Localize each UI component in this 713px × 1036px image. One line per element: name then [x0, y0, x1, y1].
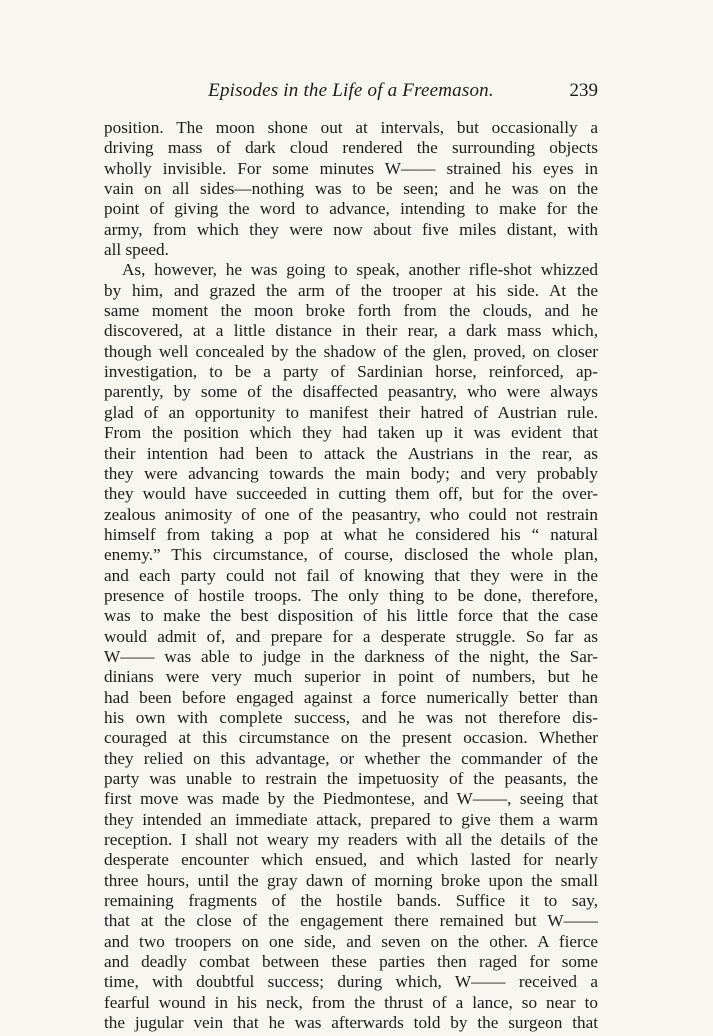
- text-line: himself from taking a pop at what he considered his “ natural: [104, 524, 598, 544]
- text-line: fearful wound in his neck, from the thrust of a lance, so near to: [104, 992, 598, 1012]
- text-line: and each party could not fail of knowing that they were in the: [104, 565, 598, 585]
- text-line: they relied on this advantage, or whether the commander of the: [104, 748, 598, 768]
- text-line: would admit of, and prepare for a desperate struggle. So far as: [104, 626, 598, 646]
- text-line: As, however, he was going to speak, another rifle-shot whizzed: [122, 260, 598, 280]
- text-line: W—— was able to judge in the darkness of the night, the Sar-: [104, 646, 598, 666]
- text-line: vain on all sides—nothing was to be seen; and he was on the: [104, 179, 598, 199]
- text-line: driving mass of dark cloud rendered the surrounding objects: [104, 138, 598, 158]
- text-line: enemy.” This circumstance, of course, disclosed the whole plan,: [104, 545, 598, 565]
- text-line: and two troopers on one side, and seven on the other. A fierce: [104, 931, 598, 951]
- text-line: first move was made by the Piedmontese, and W——, seeing that: [104, 789, 598, 809]
- text-line: investigation, to be a party of Sardinian horse, reinforced, ap-: [104, 362, 598, 382]
- text-line: presence of hostile troops. The only thing to be done, therefore,: [104, 585, 598, 605]
- text-line: had been before engaged against a force numerically better than: [104, 687, 598, 707]
- text-line: zealous animosity of one of the peasantry, who could not restrain: [104, 504, 598, 524]
- text-line: all speed.: [104, 240, 169, 260]
- text-line: point of giving the word to advance, intending to make for the: [104, 199, 598, 219]
- text-line: and deadly combat between these parties then raged for some: [104, 952, 598, 972]
- text-line: desperate encounter which ensued, and which lasted for nearly: [104, 850, 598, 870]
- text-line: army, from which they were now about five miles distant, with: [104, 219, 598, 239]
- text-line: time, with doubtful success; during which, W—— received a: [104, 972, 598, 992]
- text-line: though well concealed by the shadow of the glen, proved, on closer: [104, 341, 598, 361]
- text-line: From the position which they had taken up it was evident that: [104, 423, 598, 443]
- running-title: Episodes in the Life of a Freemason.: [208, 80, 494, 101]
- text-line: reception. I shall not weary my readers with all the details of the: [104, 830, 598, 850]
- text-line: party was unable to restrain the impetuosity of the peasants, the: [104, 769, 598, 788]
- text-line: parently, by some of the disaffected peasantry, who were always: [104, 382, 598, 402]
- running-head: [104, 80, 598, 106]
- text-line: remaining fragments of the hostile bands. Suffice it to say,: [104, 891, 598, 911]
- text-line: wholly invisible. For some minutes W—— strained his eyes in: [104, 158, 598, 178]
- text-line: same moment the moon broke forth from the clouds, and he: [104, 301, 598, 321]
- text-line: they would have succeeded in cutting them off, but for the over-: [104, 484, 598, 504]
- text-line: discovered, at a little distance in their rear, a dark mass which,: [104, 321, 598, 341]
- page-number: 239: [569, 80, 598, 101]
- text-line: that at the close of the engagement there remained but W——: [104, 911, 598, 931]
- body-text: [104, 118, 598, 1033]
- text-line: position. The moon shone out at intervals, but occasionally a: [104, 118, 598, 137]
- text-line: was to make the best disposition of his little force that the case: [104, 606, 598, 626]
- text-line: they were advancing towards the main body; and very probably: [104, 463, 598, 483]
- text-line: by him, and grazed the arm of the trooper at his side. At the: [104, 280, 598, 300]
- text-line: three hours, until the gray dawn of morning broke upon the small: [104, 870, 598, 890]
- text-line: they intended an immediate attack, prepared to give them a warm: [104, 809, 598, 829]
- text-line: their intention had been to attack the Austrians in the rear, as: [104, 443, 598, 463]
- text-line: glad of an opportunity to manifest their hatred of Austrian rule.: [104, 402, 598, 422]
- text-line: couraged at this circumstance on the present occasion. Whether: [104, 728, 598, 748]
- text-line: the jugular vein that he was afterwards told by the surgeon that: [104, 1013, 598, 1033]
- text-line: dinians were very much superior in point of numbers, but he: [104, 667, 598, 687]
- text-line: his own with complete success, and he was not therefore dis-: [104, 707, 598, 727]
